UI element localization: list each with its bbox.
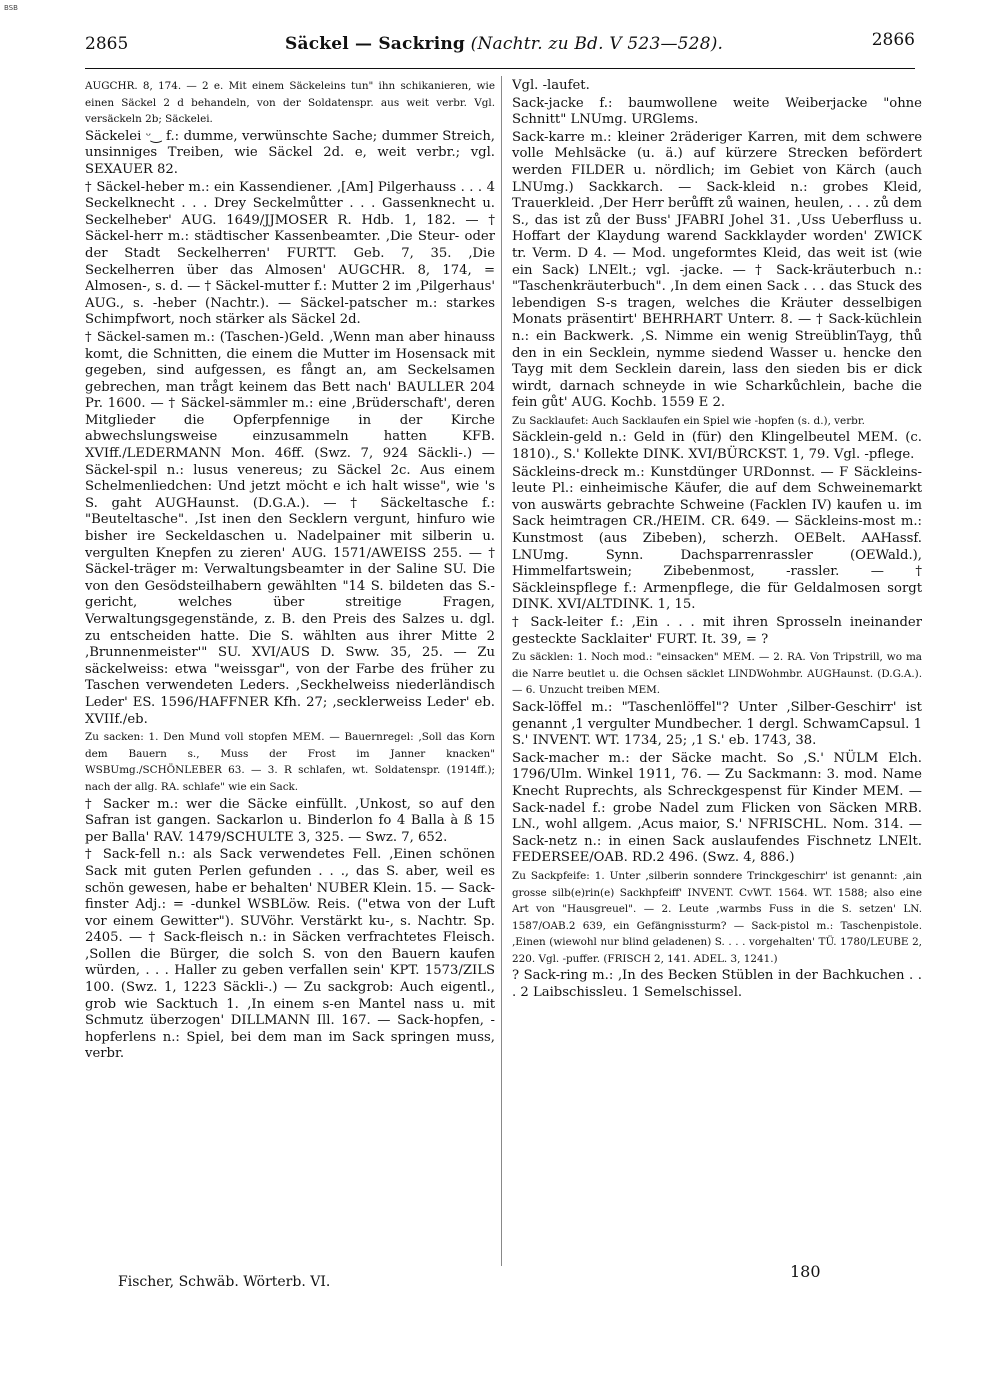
entry-paragraph: † Sacker m.: wer die Säcke einfüllt. ‚Unkost, so auf den Safran ist gangen. Sackarlon u. Binderlon fo 4 Balla à ß 15 per Balla' RAV. 1479/SCHULTE 3, 325. — Swz. 7, 652.	[85, 796, 495, 845]
page-number-left: 2865	[85, 34, 129, 54]
entry-paragraph: Sack-jacke f.: baumwollene weite Weiberjacke "ohne Schnitt" LNUmg. URGlems.	[512, 95, 922, 128]
running-title	[285, 34, 723, 54]
left-column	[85, 78, 495, 1278]
running-title-bold: Säckel — Sackring	[285, 34, 466, 54]
page-header	[85, 26, 915, 66]
library-stamp: BSB	[4, 4, 18, 12]
entry-paragraph: Sack-macher m.: der Säcke macht. So ‚S.' NÜLM Elch. 1796/Ulm. Winkel 1911, 76. — Zu Sackmann: 3. mod. Name Knecht Ruprechts, als Schreckgespenst für Kinder MEM. — Sack-nadel f.: grobe Nadel zum Flicken von Säcken MRB. LN., wohl allgem. ‚Acus maior, S.' NFRISCHL. Nom. 314. — Sack-netz n.: in einen Sack auslaufendes Fischnetz LNElt. FEDERSEE/OAB. RD.2 496. (Swz. 4, 886.)	[512, 750, 922, 866]
entry-paragraph: † Sack-fell n.: als Sack verwendetes Fell. ‚Einen schönen Sack mit guten Perlen gefunden . . ., das S. aber, weil es schön gewesen, habe er behalten' NUBER Klein. 15. — Sack-finster Adj.: = -dunkel WSBLöw. Reis. ("etwa von der Luft vor einem Gewitter"). SUVöhr. Verstärkt ku-, s. Nachtr. Sp. 2405. — † Sack-fleisch n.: in Säcken verfrachtetes Fleisch. ‚Sollen die Bürger, die solch S. von den Bauern kaufen würden, . . . Haller zu geben verfallen sein' KPT. 1573/ZILS 100. (Swz. 1, 1223 Säckli-.) — Zu sackgrob: Auch eigentl., grob wie Sacktuch 1. ‚In einem s-en Mantel nass u. mit Schmutz überzogen' DILLMANN Ill. 167. — Sack-hopfen, -hopferlens n.: Spiel, bei dem man im Sack springen muss, verbr.	[85, 847, 495, 1062]
header-rule	[85, 68, 915, 69]
entry-paragraph: Vgl. -laufet.	[512, 78, 590, 93]
entry-paragraph: † Säckel-samen m.: (Taschen-)Geld. ‚Wenn man aber hinauss komt, die Schnitten, die einem die Mutter im Hosensack mit gegeben, sind aufgessen, es fångt an, am Seckelsamen gebrechen, man trågt keinem das Bett nach' BAULLER 204 Pr. 1600. — † Säckel-sämmler m.: eine ‚Brüderschaft', deren Mitglieder die Opferpfennige in der Kirche abwechslungsweise einzusammeln hatten KFB. XVIff./LEDERMANN Mon. 46ff. (Swz. 7, 924 Säckli-.) — Säckel-spil n.: lusus venereus; zu Säckel 2c. Aus einem Schelmenliedchen: Und jetzt möcht e ich halt wisse", wie 's S. gaht AUGHaunst. (D.G.A.). — † Säckeltasche f.: "Beuteltasche". ‚Ist inen den Secklern vergunt, hinfuro wie bisher ire Seckeldaschen u. Nadelpainer mit silberin u. vergulten Knepfen zu zieren' AUG. 1571/AWEISS 255. — † Säckel-träger m: Verwaltungsbeamter in der Saline SU. Die von den Gesödsteilhabern gewählten "14 S. bildeten das S.-gericht, welches über streitige Fragen, Verwaltungsgegenstände, z. B. den Preis des Salzes u. dgl. zu entscheiden hatte. Die S. wählten aus ihrer Mitte 2 ‚Brunnenmeister'" SU. XVI/AUS D. Sww. 35, 25. — Zu säckelweiss: etwa "weissgar", von der Farbe des früher zu Taschen verwendeten Leders. ‚Seckhelweiss niederländisch Leder' ES. 1596/HAFFNER Kfh. 27; ‚secklerweiss Leder' eb. XVIIf./eb.	[85, 329, 495, 727]
entry-paragraph: AUGCHR. 8, 174. — 2 e. Mit einem Säckeleins tun" ihn schikanieren, wie einen Säckel 2 d behandeln, von der Soldatenspr. aus weit verbr. Vgl. versäckeln 2b; Säckelei.	[85, 80, 495, 126]
right-column	[512, 78, 922, 1278]
entry-paragraph: Säckleins-dreck m.: Kunstdünger URDonnst. — F Säckleins-leute Pl.: einheimische Käufer, die auf dem Schweinemarkt von auswärts gebrachte Schweine (Facklen IV) kaufen u. im Sack heimtragen CR./HEIM. CR. 649. — Säckleins-most m.: Kunstmost (aus Zibeben), scherzh. OEBelt. AAHassf. LNUmg. Synn. Dachsparrenrassler (OEWald.), Himmelfartswein; Zibebenmost, -rassler. — † Säckleinspflege f.: Armenpflege, die für Geldalmosen sorgt DINK. XVI/ALTDINK. 1, 15.	[512, 464, 922, 613]
signature-line: Fischer, Schwäb. Wörterb. VI.	[118, 1274, 331, 1290]
entry-paragraph: Zu sacken: 1. Den Mund voll stopfen MEM. — Bauernregel: ‚Soll das Korn dem Bauern s., Muss der Frost im Janner knacken" WSBUmg./SCHÖNLEBER 63. — 3. R schlafen, wt. Soldatenspr. (1914ff.); nach der allg. RA. schlafe" wie ein Sack.	[85, 731, 495, 793]
entry-paragraph: Zu Sackpfeife: 1. Unter ‚silberin sonndere Trinckgeschirr' ist genannt: ‚ain grosse silb(e)rin(e) Sackhpfeiff' INVENT. CvWT. 1564. WT. 1588; also eine Art von "Hausgreuel". — 2. Leute ‚warmbs Fuss in die S. setzen' LN. 1587/OAB.2 639, ein Gefängnissturm? — Sack-pistol m.: Taschenpistole. ‚Einen (wiewohl nur blind geladenen) S. . . . vorgehalten' TÜ. 1780/LEUBE 2, 220. Vgl. -puffer. (FRISCH 2, 141. ADEL. 3, 1241.)	[512, 869, 922, 965]
entry-paragraph: Zu säcklen: 1. Noch mod.: "einsacken" MEM. — 2. RA. Von Tripstrill, wo ma die Narre beutlet u. die Ochsen säcklet LINDWohmbr. AUGHaunst. (D.G.A.). — 6. Unzucht treiben MEM.	[512, 651, 922, 697]
page-number-right: 2866	[871, 30, 915, 50]
sheet-number: 180	[790, 1262, 821, 1281]
entry-paragraph: † Sack-leiter f.: ‚Ein . . . mit ihren Sprosseln ineinander gesteckte Sacklaiter' FURT. It. 39, = ?	[512, 615, 922, 647]
entry-paragraph: ? Sack-ring m.: ‚In des Becken Stüblen in der Bachkuchen . . . 2 Laibschissleu. 1 Semelschissel.	[512, 968, 922, 1001]
running-title-italic: (Nachtr. zu Bd. V 523—528).	[465, 34, 724, 54]
entry-paragraph: Zu Sacklaufet: Auch Sacklaufen ein Spiel wie -hopfen (s. d.), verbr.	[512, 414, 865, 427]
entry-paragraph: Säcklein-geld n.: Geld in (für) den Klingelbeutel MEM. (c. 1810)., S.' Kollekte DINK. XVI/BÜRCKST. 1, 79. Vgl. -pflege.	[512, 430, 922, 463]
entry-paragraph: Säckelei ᵕ‿ f.: dumme, verwünschte Sache; dummer Streich, unsinniges Treiben, wie Säckel 2d. e, weit verbr.; vgl. SEXAUER 82.	[85, 128, 495, 177]
entry-paragraph: Sack-löffel m.: "Taschenlöffel"? Unter ‚Silber-Geschirr' ist genannt ‚1 vergulter Mundbecher. 1 dergl. SchwamCapsul. 1 S.' INVENT. WT. 1734, 25; ‚1 S.' eb. 1743, 38.	[512, 699, 922, 749]
column-divider	[501, 76, 502, 1266]
entry-paragraph: † Säckel-heber m.: ein Kassendiener. ‚[Am] Pilgerhauss . . . 4 Seckelknecht . . . Drey Seckelmůtter . . . Gassenknecht u. Seckelheber' AUG. 1649/JJMOSER R. Hdb. 1, 182. — † Säckel-herr m.: städtischer Kassenbeamter. ‚Die Steur- oder der Stadt Seckelherren' FURTT. Geb. 7, 35. ‚Die Seckelherren über das Almosen' AUGCHR. 8, 174, = Almosen-, s. d. — † Säckel-mutter f.: Mutter 2 im ‚Pilgerhaus' AUG., s. -heber (Nachtr.). — Säckel-patscher m.: starkes Schimpfwort, noch stärker als Säckel 2d.	[85, 179, 495, 328]
entry-paragraph: Sack-karre m.: kleiner 2räderiger Karren, mit dem schwere volle Mehlsäcke (u. ä.) auf kürzere Strecken befördert werden FILDER u. nördlich; im Gebiet von Kärch (auch LNUmg.) Sackkarch. — Sack-kleid n.: grobes Kleid, Trauerkleid. ‚Der Herr berůfft zů wainen, heulen, . . . zů dem S., das ist zů der Buss' JFABRI Johel 31. ‚Uss Ueberfluss u. Hoffart der Klaydung warend Sackklayder worden' ZWICK tr. Verm. D 4. — Mod. ungeformtes Kleid, das weit ist (wie ein Sack) LNElt.; vgl. -jacke. — † Sack-kräuterbuch n.: "Taschenkräuterbuch". ‚In dem einen Sack . . . das Stuck des lebendigen S-s tragen, welches die Kräuter desselbigen Monats präsentirt' BEHRHART Unterr. 8. — † Sack-küchlein n.: ein Backwerk. ‚S. Nimme ein wenig StreüblinTayg, thů den in ein Secklein, nymme siedend Wasser u. hencke den Tayg mit dem Secklein darein, lass den sieden bis er dick wirdt, darnach schneyde in wie Scharkůchlein, bache die fein gůt' AUG. Kochb. 1559 E 2.	[512, 129, 922, 411]
